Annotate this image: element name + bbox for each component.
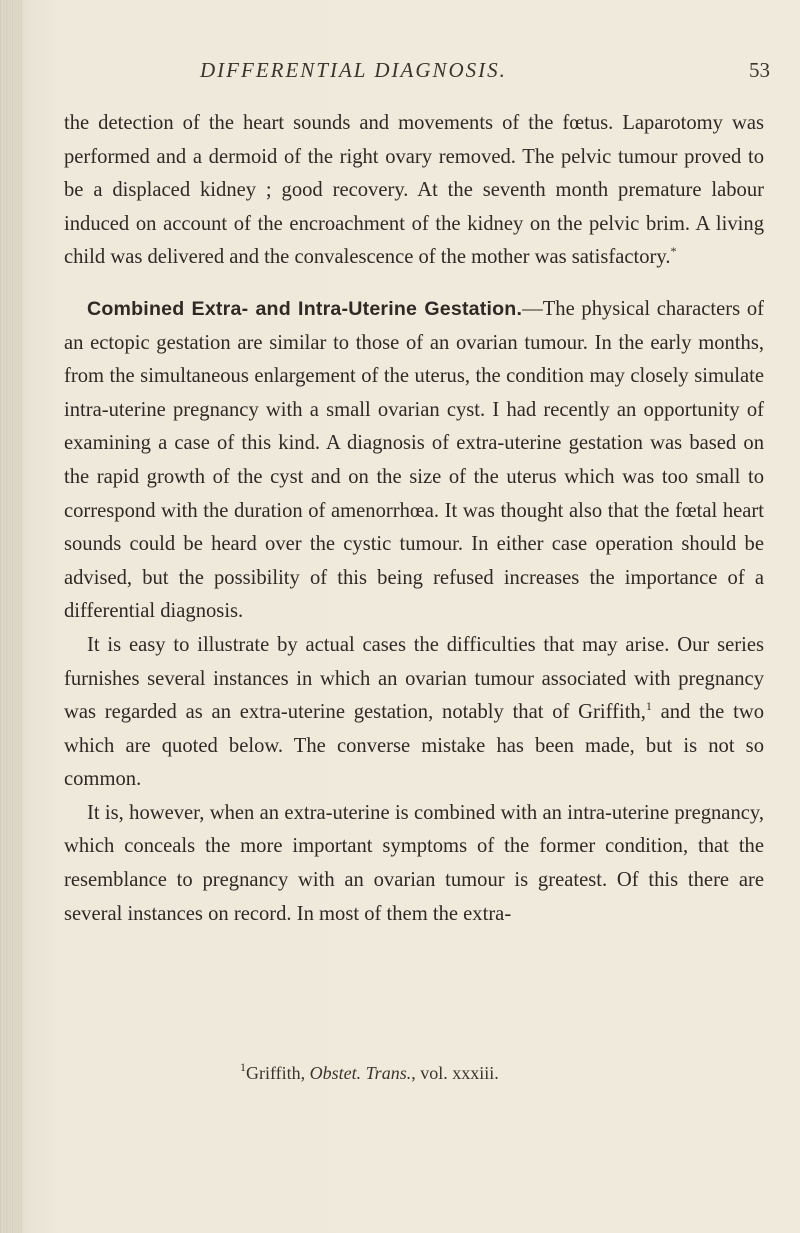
page-binding-edge: [0, 0, 22, 1233]
body-text: [64, 107, 764, 931]
paragraph-1: [64, 107, 764, 275]
footnote-journal: Obstet. Trans.: [309, 1063, 412, 1083]
paragraph-4: [64, 797, 764, 931]
footnote-mark-asterisk: *: [670, 244, 677, 259]
paragraph-2: [64, 293, 764, 629]
paragraph-3-text-before: It is easy to illustrate by actual cases the difficulties that may arise. Our series furnishes several instances in which an ovarian tumour associated with pregnancy was regarded as an extra-uterine gestation, notably that of Griffith,: [64, 633, 764, 724]
paragraph-3-text-after: and the two which are quoted below. The converse mistake has been made, but is not so common.: [64, 701, 764, 791]
paragraph-3: [64, 629, 764, 797]
footnote-volume: , vol. xxxiii.: [411, 1063, 499, 1083]
running-title: DIFFERENTIAL DIAGNOSIS.: [200, 58, 507, 82]
page-number: 53: [749, 58, 770, 82]
footnote: [240, 1060, 499, 1084]
paragraph-2-text: —The physical characters of an ectopic gestation are similar to those of an ovarian tumour. In the early months, from the simultaneous enlargement of the uterus, the condition may closely simulate intra-uterine pregnancy with a small ovarian cyst. I had recently an opportunity of examining a case of this kind. A diagnosis of extra-uterine gestation was based on the rapid growth of the cyst and on the size of the uterus which was too small to correspond with the duration of amenorrhœa. It was thought also that the fœtal heart sounds could be heard over the cystic tumour. In either case operation should be advised, but the possibility of this being refused increases the importance of a differential diagnosis.: [64, 297, 764, 623]
footnote-number: 1: [240, 1060, 246, 1074]
footnote-reference: 1: [645, 699, 652, 714]
paragraph-1-text: the detection of the heart sounds and movements of the fœtus. Laparotomy was performed and a dermoid of the right ovary removed. The pelvic tumour proved to be a displaced kidney ; good recovery. At the seventh month premature labour induced on account of the encroachment of the kidney on the pelvic brim. A living child was delivered and the convalescence of the mother was satisfactory.: [64, 112, 764, 269]
footnote-author: Griffith,: [246, 1063, 306, 1083]
paragraph-4-text: It is, however, when an extra-uterine is combined with an intra-uterine pregnancy, which conceals the more important symptoms of the former condition, that the resemblance to pregnancy with an ovarian tumour is greatest. Of this there are several instances on record. In most of them the extra-: [64, 801, 764, 925]
page-header: [200, 58, 770, 88]
section-heading: Combined Extra- and Intra-Uterine Gestation.: [87, 297, 523, 320]
